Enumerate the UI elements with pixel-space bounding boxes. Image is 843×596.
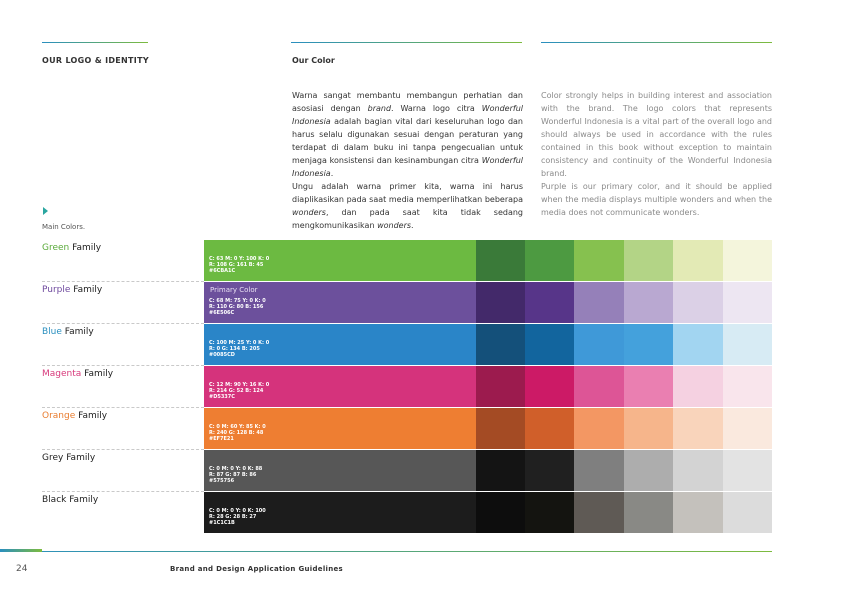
color-spec-line: C: 0 M: 60 Y: 85 K: 0 bbox=[209, 424, 266, 430]
color-swatch bbox=[723, 240, 772, 281]
color-swatch bbox=[476, 240, 525, 281]
color-swatch bbox=[723, 408, 772, 449]
header-rule-left bbox=[42, 42, 148, 43]
footer-rule bbox=[0, 551, 772, 552]
family-label-rest: Grey Family bbox=[42, 453, 96, 463]
color-swatch bbox=[624, 492, 673, 533]
color-spec bbox=[209, 340, 269, 358]
body-text-en-2: Purple is our primary color, and it should be applied when the media displays multiple wonders and when the media does not communicate wonders. bbox=[541, 182, 772, 217]
color-spec-line: #EF7E21 bbox=[209, 436, 234, 442]
family-label bbox=[42, 411, 107, 421]
color-swatch bbox=[673, 450, 723, 491]
footer-accent bbox=[0, 549, 42, 552]
primary-color-label: Primary Color bbox=[210, 286, 258, 294]
family-label-rest: Family bbox=[61, 327, 94, 337]
color-swatch bbox=[525, 408, 574, 449]
color-spec-line: R: 110 G: 80 B: 156 bbox=[209, 304, 264, 310]
color-spec-line: #1C1C1B bbox=[209, 520, 235, 526]
family-label bbox=[42, 327, 94, 337]
color-spec bbox=[209, 466, 262, 484]
color-spec-line: C: 68 M: 75 Y: 0 K: 0 bbox=[209, 298, 266, 304]
family-label-rest: Family bbox=[75, 411, 108, 421]
family-separator bbox=[42, 281, 204, 282]
header-rule-right bbox=[541, 42, 772, 43]
family-label bbox=[42, 495, 98, 505]
page-title: Our Color bbox=[292, 56, 335, 65]
color-spec-line: R: 28 G: 28 B: 27 bbox=[209, 514, 257, 520]
color-swatch bbox=[723, 450, 772, 491]
color-spec bbox=[209, 508, 266, 526]
color-swatch bbox=[673, 408, 723, 449]
color-swatch bbox=[476, 282, 525, 323]
family-label bbox=[42, 453, 95, 463]
color-swatch bbox=[525, 366, 574, 407]
color-swatch bbox=[574, 282, 624, 323]
family-label bbox=[42, 285, 102, 295]
color-swatch bbox=[476, 366, 525, 407]
color-spec-line: R: 214 G: 52 B: 124 bbox=[209, 388, 264, 394]
color-swatch bbox=[624, 324, 673, 365]
color-spec-line: R: 240 G: 128 B: 48 bbox=[209, 430, 264, 436]
color-spec-line: #6CBA1C bbox=[209, 268, 236, 274]
color-spec bbox=[209, 382, 269, 400]
color-spec-line: #0085CD bbox=[209, 352, 235, 358]
color-spec-line: C: 0 M: 0 Y: 0 K: 88 bbox=[209, 466, 263, 472]
family-label-rest: Family bbox=[70, 285, 103, 295]
family-separator bbox=[42, 491, 204, 492]
color-swatch bbox=[574, 366, 624, 407]
color-swatch bbox=[723, 324, 772, 365]
color-swatch bbox=[574, 240, 624, 281]
color-swatch bbox=[574, 408, 624, 449]
family-label-color: Green bbox=[42, 243, 70, 253]
family-label-rest: Family bbox=[81, 369, 114, 379]
color-spec bbox=[209, 424, 266, 442]
body-text-en-1: Color strongly helps in building interest and association with the brand. The logo colors that represents Wonderful Indonesia is a vital part of the overall logo and should always be used in accordance with the rules contained in this book without exception to maintain consistency and continuity of the Wonderful Indonesia brand. bbox=[541, 91, 772, 178]
color-swatch bbox=[574, 450, 624, 491]
family-label-color: Magenta bbox=[42, 369, 82, 379]
color-spec-line: #575756 bbox=[209, 478, 235, 484]
body-text-id-1: Warna sangat membantu membangun perhatian dan asosiasi dengan brand. Warna logo citra Wonderful Indonesia adalah bagian vital dari keseluruhan logo dan harus selalu digunakan sesuai dengan peraturan yang terdapat di dalam buku ini tanpa pengecualian untuk menjaga konsistensi dan kesinambungan citra Wonderful Indonesia. bbox=[292, 91, 523, 178]
color-swatch bbox=[476, 408, 525, 449]
family-separator bbox=[42, 407, 204, 408]
family-separator bbox=[42, 323, 204, 324]
color-swatch bbox=[574, 324, 624, 365]
color-swatch bbox=[723, 492, 772, 533]
color-swatch bbox=[525, 450, 574, 491]
color-spec-line: #D5337C bbox=[209, 394, 235, 400]
color-spec-line: C: 63 M: 0 Y: 100 K: 0 bbox=[209, 256, 270, 262]
color-swatch bbox=[525, 492, 574, 533]
family-label-color: Purple bbox=[42, 285, 71, 295]
section-title: OUR LOGO & IDENTITY bbox=[42, 56, 149, 65]
color-spec bbox=[209, 256, 269, 274]
page-number: 24 bbox=[16, 564, 28, 574]
color-swatch bbox=[673, 240, 723, 281]
color-spec-line: R: 0 G: 134 B: 205 bbox=[209, 346, 260, 352]
color-spec bbox=[209, 298, 266, 316]
color-spec-line: C: 12 M: 90 Y: 16 K: 0 bbox=[209, 382, 270, 388]
color-spec-line: C: 100 M: 25 Y: 0 K: 0 bbox=[209, 340, 270, 346]
family-separator bbox=[42, 449, 204, 450]
color-swatch bbox=[673, 366, 723, 407]
footer-title: Brand and Design Application Guidelines bbox=[170, 565, 344, 573]
color-swatch bbox=[673, 492, 723, 533]
color-swatch bbox=[624, 366, 673, 407]
family-label-rest: Black Family bbox=[42, 495, 99, 505]
header-rule-mid bbox=[291, 42, 522, 43]
color-swatch bbox=[624, 282, 673, 323]
color-swatch bbox=[476, 450, 525, 491]
family-label bbox=[42, 369, 113, 379]
color-swatch bbox=[476, 324, 525, 365]
color-swatch bbox=[673, 282, 723, 323]
color-spec-line: #6E506C bbox=[209, 310, 235, 316]
color-swatch bbox=[723, 366, 772, 407]
color-swatch bbox=[525, 324, 574, 365]
color-swatch bbox=[574, 492, 624, 533]
family-label-color: Blue bbox=[42, 327, 62, 337]
color-swatch bbox=[525, 240, 574, 281]
color-swatch bbox=[476, 492, 525, 533]
color-spec-line: R: 87 G: 87 B: 86 bbox=[209, 472, 257, 478]
family-label bbox=[42, 243, 101, 253]
body-text-id-2: Ungu adalah warna primer kita, warna ini harus diaplikasikan pada saat media memperlihatkan beberapa wonders, dan pada saat kita tidak sedang mengkomunikasikan wonders. bbox=[292, 182, 523, 230]
color-swatch bbox=[624, 240, 673, 281]
color-spec-line: R: 108 G: 161 B: 45 bbox=[209, 262, 264, 268]
family-label-rest: Family bbox=[69, 243, 102, 253]
color-swatch bbox=[624, 408, 673, 449]
family-separator bbox=[42, 365, 204, 366]
color-swatch bbox=[673, 324, 723, 365]
color-swatch bbox=[723, 282, 772, 323]
color-swatch bbox=[624, 450, 673, 491]
color-spec-line: C: 0 M: 0 Y: 0 K: 100 bbox=[209, 508, 266, 514]
triangle-bullet-icon bbox=[43, 207, 48, 215]
family-label-color: Orange bbox=[42, 411, 76, 421]
main-colors-label: Main Colors. bbox=[42, 223, 86, 231]
color-swatch bbox=[525, 282, 574, 323]
